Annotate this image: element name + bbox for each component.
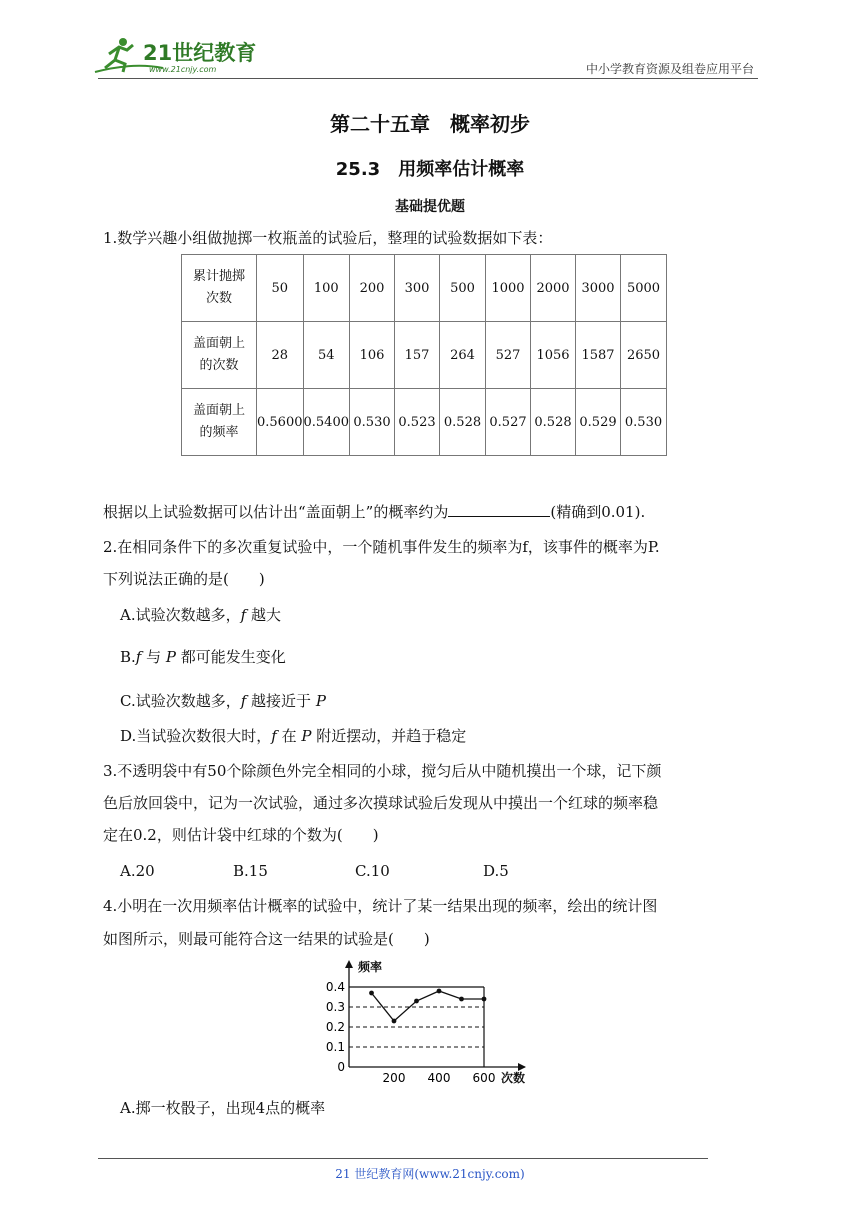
choice-d: D.5 [483,862,509,880]
table-cell: 0.530 [350,389,395,456]
question-2-option-c: C.试验次数越多，f 越接近于 P [120,692,326,710]
table-cell: 157 [395,322,440,389]
table-cell: 2650 [621,322,667,389]
choice-c: C.10 [355,862,390,880]
table-cell: 50 [257,255,304,322]
table-cell: 0.523 [395,389,440,456]
question-1-conclusion: 根据以上试验数据可以估计出“盖面朝上”的概率约为 (精确到0.01). [103,503,646,521]
question-3-line-3: 定在0.2，则估计袋中红球的个数为( ) [103,826,379,844]
x-tick-label: 600 [472,1071,496,1085]
x-axis-arrow [518,1063,526,1071]
table-cell: 500 [440,255,486,322]
footer-text: 21 世纪教育网(www.21cnjy.com) [335,1167,525,1181]
logo-icon [93,34,263,76]
table-row-frequencies [182,389,667,456]
table-cell: 0.529 [576,389,621,456]
answer-blank[interactable] [448,502,550,517]
table-cell: 1000 [486,255,531,322]
data-point [392,1019,397,1024]
data-point [459,997,464,1002]
question-3-line-1: 3.不透明袋中有50个除颜色外完全相同的小球，搅匀后从中随机摸出一个球，记下颜 [103,762,662,780]
choice-a: A.20 [120,862,155,880]
site-logo [93,34,263,76]
y-tick-label: 0.4 [325,980,345,994]
subsection-title: 基础提优题 [395,199,465,215]
question-2-option-b: B.f 与 P 都可能发生变化 [120,648,286,666]
question-3-line-2: 色后放回袋中，记为一次试验，通过多次摸球试验后发现从中摸出一个红球的频率稳 [103,794,659,812]
question-2-line-2: 下列说法正确的是( ) [103,570,265,588]
y-tick-label: 0.3 [325,1000,345,1014]
x-tick-label: 200 [382,1071,406,1085]
table-row-up-counts [182,322,667,389]
y-tick-label: 0.2 [325,1020,345,1034]
table-cell: 1056 [531,322,576,389]
table-cell: 0.5400 [303,389,350,456]
y-tick-label: 0.1 [325,1040,345,1054]
table-cell: 5000 [621,255,667,322]
series-line [372,991,485,1021]
table-row-trials [182,255,667,322]
table-cell: 2000 [531,255,576,322]
table-cell: 0.528 [440,389,486,456]
footer-divider [98,1158,708,1159]
y-axis-arrow [345,960,353,968]
table-cell: 300 [395,255,440,322]
data-point [482,997,487,1002]
table-cell: 3000 [576,255,621,322]
row-header: 盖面朝上 的频率 [182,389,257,456]
platform-name: 中小学教育资源及组卷应用平台 [585,62,754,76]
row-header: 盖面朝上 的次数 [182,322,257,389]
svg-text:www.21cnjy.com: www.21cnjy.com [149,65,217,74]
table-cell: 200 [350,255,395,322]
question-4-line-1: 4.小明在一次用频率估计概率的试验中，统计了某一结果出现的频率，绘出的统计图 [103,897,658,915]
section-title: 25.3 用频率估计概率 [335,159,525,180]
svg-text:21世纪教育: 21世纪教育 [143,41,257,65]
data-point [437,989,442,994]
table-cell: 0.530 [621,389,667,456]
trial-data-table [181,254,667,456]
question-2-line-1: 2.在相同条件下的多次重复试验中，一个随机事件发生的频率为f，该事件的概率为P. [103,538,660,556]
question-2-option-a: A.试验次数越多，f 越大 [120,606,281,624]
data-point [414,999,419,1004]
data-point [369,991,374,996]
table-cell: 264 [440,322,486,389]
table-cell: 0.528 [531,389,576,456]
x-axis-label: 次数 [501,1071,526,1085]
question-2-option-d: D.当试验次数很大时，f 在 P 附近摆动，并趋于稳定 [120,727,467,745]
row-header: 累计抛掷 次数 [182,255,257,322]
table-cell: 0.5600 [257,389,304,456]
table-cell: 527 [486,322,531,389]
table-cell: 1587 [576,322,621,389]
question-1-text: 1.数学兴趣小组做抛掷一枚瓶盖的试验后，整理的试验数据如下表： [103,229,553,247]
choice-b: B.15 [233,862,268,880]
table-cell: 54 [303,322,350,389]
question-4-line-2: 如图所示，则最可能符合这一结果的试验是( ) [103,930,430,948]
y-axis-label: 频率 [358,960,383,974]
question-4-option-a: A.掷一枚骰子，出现4点的概率 [120,1099,326,1117]
question-3-choices [120,861,509,881]
x-tick-label: 400 [427,1071,451,1085]
table-cell: 100 [303,255,350,322]
table-cell: 28 [257,322,304,389]
table-cell: 0.527 [486,389,531,456]
y-tick-label: 0 [337,1060,345,1074]
table-cell: 106 [350,322,395,389]
frequency-line-chart [320,956,535,1086]
chapter-title: 第二十五章 概率初步 [330,112,530,136]
header-divider [98,78,758,79]
